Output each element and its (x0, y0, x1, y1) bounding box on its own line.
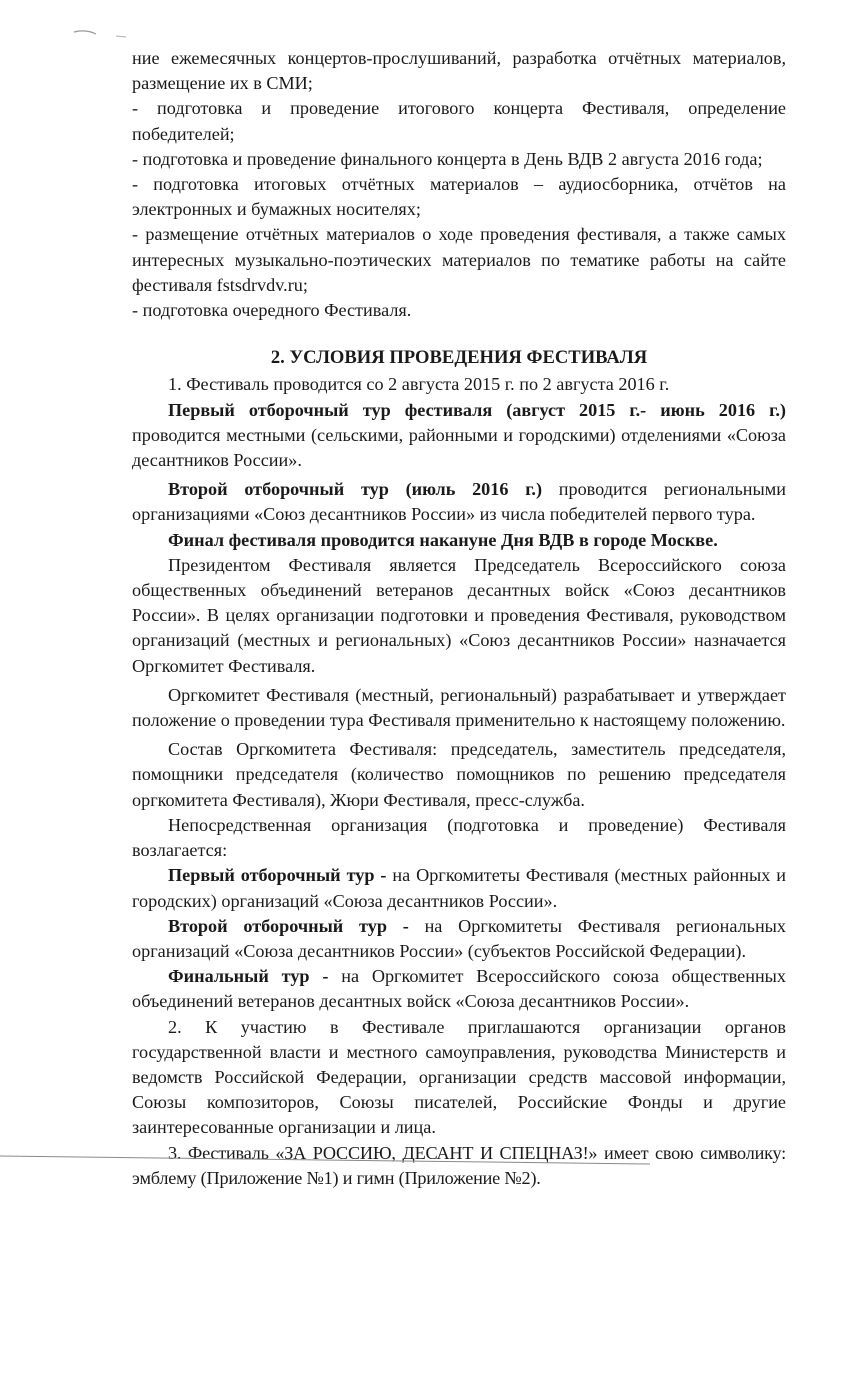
tour-1-label: Первый отборочный тур фестиваля (август 2015 г.- июнь 2016 г.) (168, 399, 786, 420)
resp-3-text: на Оргкомитет Всероссийского союза общественных объединений ветеранов десантных войск «Союза десантников России». (132, 966, 786, 1012)
scan-mark-icon (72, 26, 132, 42)
tour-2-label: Второй отборочный тур (июль 2016 г.) (168, 479, 543, 500)
paragraph-item-1: 1. Фестиваль проводится со 2 августа 2015 г. по 2 августа 2016 г. (168, 374, 670, 395)
paragraph-resp-3 (132, 964, 786, 1014)
paragraph-tour-1 (132, 398, 786, 474)
paragraph-tour-2 (132, 477, 786, 527)
tour-2-text: проводится региональными организациями «Союз десантников России» из числа победителей первого тура. (132, 479, 786, 525)
paragraph-orgcom: Оргкомитет Фестиваля (местный, региональный) разрабатывает и утверждает положение о проведении тура Фестиваля применительно к настоящему положению. (132, 684, 786, 731)
paragraph-direct-org: Непосредственная организация (подготовка и проведение) Фестиваля возлагается: (132, 814, 786, 861)
paragraph-president: Президентом Фестиваля является Председатель Всероссийского союза общественных объединений ветеранов десантных войск «Союз десантников России». В целях организации подготовки и проведения Фестиваля, руководством организаций (местных и региональных) «Союз десантников России» назначается Оргкомитет Фестиваля. (132, 554, 786, 676)
paragraph-resp-2 (132, 914, 786, 964)
scan-edge-line (0, 1154, 850, 1166)
paragraph-resp-1 (132, 863, 786, 913)
list-item: - подготовка и проведение финального концерта в День ВДВ 2 августа 2016 года; (132, 148, 763, 169)
resp-1-label: Первый отборочный тур - (168, 865, 387, 886)
paragraph-item-2: 2. К участию в Фестивале приглашаются организации органов государственной власти и местного самоуправления, руководства Министерств и ведомств Российской Федерации, организации средств массовой информации, Союзы композиторов, Союзы писателей, Российские Фонды и другие заинтересованные организации и лица. (132, 1016, 786, 1138)
list-item: - размещение отчётных материалов о ходе проведения фестиваля, а также самых интересных музыкально-поэтических материалов по тематике работы на сайте фестиваля fstsdrvdv.ru; (132, 224, 786, 295)
tour-1-text: проводится местными (сельскими, районными и городскими) отделениями «Союза десантников России». (132, 424, 786, 471)
document-body (132, 46, 786, 1191)
list-item: ние ежемесячных концертов-прослушиваний, разработка отчётных материалов, размещение их в СМИ; (132, 48, 786, 94)
list-item: - подготовка очередного Фестиваля. (132, 300, 412, 321)
paragraph-final (132, 528, 786, 553)
final-label: Финал фестиваля проводится накануне Дня ВДВ в городе Москве. (168, 529, 718, 550)
section-heading: 2. УСЛОВИЯ ПРОВЕДЕНИЯ ФЕСТИВАЛЯ (270, 347, 648, 369)
resp-2-text: на Оргкомитеты Фестиваля региональных организаций «Союза десантников России» (субъектов Российской Федерации). (132, 915, 786, 961)
resp-1-text: на Оргкомитеты Фестиваля (местных районных и городских) организаций «Союза десантников России». (132, 865, 786, 911)
paragraph-composition: Состав Оргкомитета Фестиваля: председатель, заместитель председателя, помощники председателя (количество помощников по решению председателя оргкомитета Фестиваля), Жюри Фестиваля, пресс-служба. (132, 739, 786, 810)
paragraph-item-3: 3. Фестиваль «ЗА РОССИЮ, ДЕСАНТ И СПЕЦНАЗ!» имеет свою символику: эмблему (Приложение №1) и гимн (Приложение №2). (132, 1142, 786, 1188)
list-item: - подготовка итоговых отчётных материалов – аудиосборника, отчётов на электронных и бумажных носителях; (132, 174, 786, 220)
list-item: - подготовка и проведение итогового концерта Фестиваля, определение победителей; (132, 98, 786, 144)
resp-3-label: Финальный тур - (168, 966, 329, 987)
resp-2-label: Второй отборочный тур - (168, 915, 409, 936)
